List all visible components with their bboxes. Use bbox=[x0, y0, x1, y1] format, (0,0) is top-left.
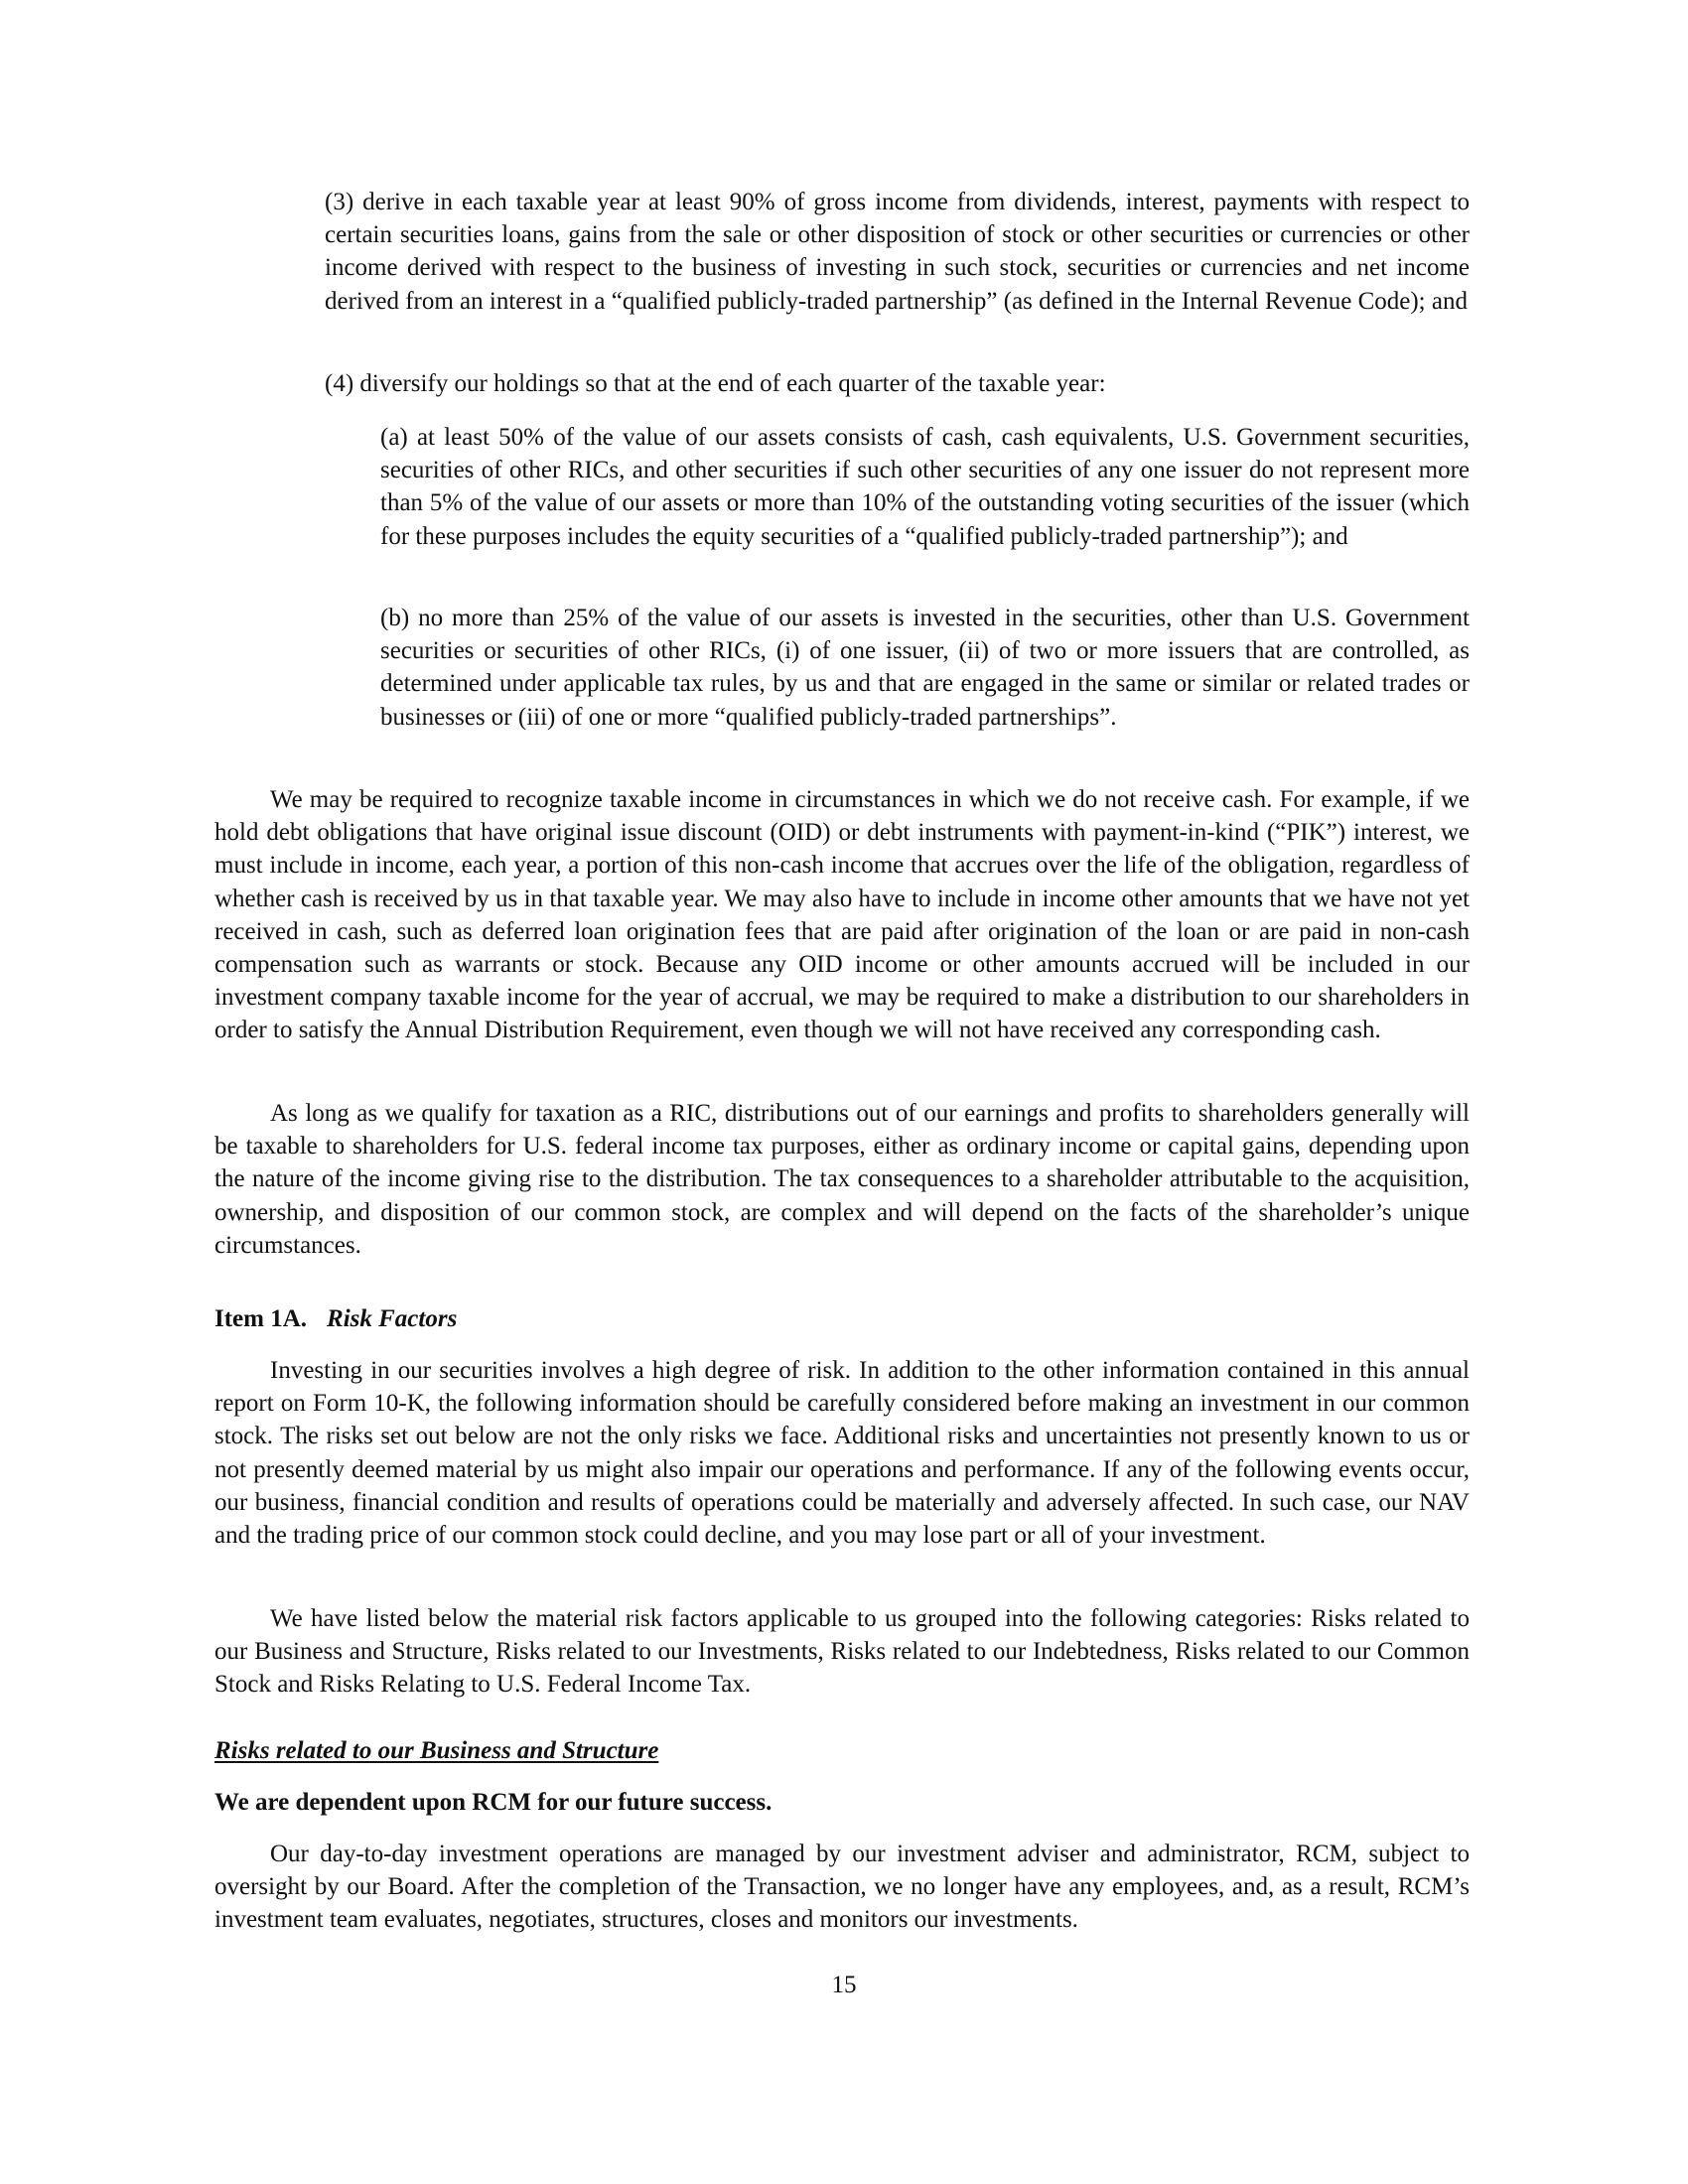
list-item-4: (4) diversify our holdings so that at the end of each quarter of the taxable year: bbox=[325, 370, 1106, 397]
page-number: 15 bbox=[831, 1972, 857, 1998]
list-item-4a: (a) at least 50% of the value of our assets consists of cash, cash equivalents, U.S. Government securities, securities of other RICs, and other securities if such other securities of any one issuer do not represent more than 5% of the value of our assets or more than 10% of the outstanding voting securities of the issuer (which for these purposes includes the equity securities of a “qualified publicly-traded partnership”); and bbox=[380, 424, 1470, 550]
ric-distributions-paragraph: As long as we qualify for taxation as a RIC, distributions out of our earnings and profits to shareholders generally will be taxable to shareholders for U.S. federal income tax purposes, either as ordinary income or capital gains, depending upon the nature of the income giving rise to the distribution. The tax consequences to a shareholder attributable to the acquisition, ownership, and disposition of our common stock, are complex and will depend on the facts of the shareholder’s unique circumstances. bbox=[214, 1100, 1470, 1259]
item-1a-heading bbox=[214, 1302, 457, 1335]
subsection-title: We are dependent upon RCM for our future success. bbox=[214, 1789, 773, 1816]
risk-intro-paragraph: Investing in our securities involves a high degree of risk. In addition to the other information contained in this annual report on Form 10-K, the following information should be carefully considered before making an investment in our common stock. The risks set out below are not the only risks we face. Additional risks and uncertainties not presently known to us or not presently deemed material by us might also impair our operations and performance. If any of the following events occur, our business, financial condition and results of operations could be materially and adversely affected. In such case, our NAV and the trading price of our common stock could decline, and you may lose part or all of your investment. bbox=[214, 1357, 1470, 1550]
taxable-income-paragraph: We may be required to recognize taxable income in circumstances in which we do not receive cash. For example, if we hold debt obligations that have original issue discount (OID) or debt instruments with payment-in-kind (“PIK”) interest, we must include in income, each year, a portion of this non-cash income that accrues over the life of the obligation, regardless of whether cash is received by us in that taxable year. We may also have to include in income other amounts that we have not yet received in cash, such as deferred loan origination fees that are paid after origination of the loan or are paid in non-cash compensation such as warrants or stock. Because any OID income or other amounts accrued will be included in our investment company taxable income for the year of accrual, we may be required to make a distribution to our shareholders in order to satisfy the Annual Distribution Requirement, even though we will not have received any corresponding cash. bbox=[214, 786, 1470, 1044]
risk-categories-paragraph: We have listed below the material risk factors applicable to us grouped into the following categories: Risks related to our Business and Structure, Risks related to our Investments, Risks related to our Indebtedness, Risks related to our Common Stock and Risks Relating to U.S. Federal Income Tax. bbox=[214, 1605, 1470, 1699]
list-item-3: (3) derive in each taxable year at least 90% of gross income from dividends, interest, payments with respect to certain securities loans, gains from the sale or other disposition of stock or other securities or currencies or other income derived with respect to the business of investing in such stock, securities or currencies and net income derived from an interest in a “qualified publicly-traded partnership” (as defined in the Internal Revenue Code); and bbox=[325, 189, 1470, 315]
section-title: Risks related to our Business and Structure bbox=[214, 1737, 659, 1764]
item-label: Item 1A. bbox=[214, 1305, 308, 1332]
list-item-4b: (b) no more than 25% of the value of our assets is invested in the securities, other than U.S. Government securities or securities of other RICs, (i) of one issuer, (ii) of two or more issuers that are controlled, as determined under applicable tax rules, by us and that are engaged in the same or similar or related trades or businesses or (iii) of one or more “qualified publicly-traded partnerships”. bbox=[380, 605, 1470, 731]
rcm-operations-paragraph: Our day-to-day investment operations are managed by our investment adviser and administrator, RCM, subject to oversight by our Board. After the completion of the Transaction, we no longer have any employees, and, as a result, RCM’s investment team evaluates, negotiates, structures, closes and monitors our investments. bbox=[214, 1841, 1470, 1934]
item-title: Risk Factors bbox=[327, 1305, 458, 1332]
